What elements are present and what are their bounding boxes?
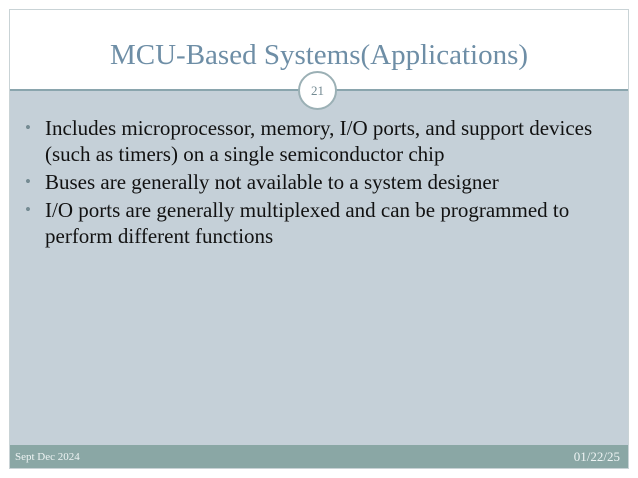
bullet-dot-icon: •: [25, 118, 31, 137]
bullet-text: Buses are generally not available to a system designer: [45, 170, 499, 194]
footer-date: 01/22/25: [573, 449, 620, 464]
slide-number-badge: 21: [298, 71, 337, 110]
bullet-dot-icon: •: [25, 200, 31, 219]
bullet-text: I/O ports are generally multiplexed and can be programmed to perform different functions: [45, 198, 570, 248]
footer-date-range: Sept Dec 2024: [15, 451, 80, 463]
bullet-text: Includes microprocessor, memory, I/O ports, and support devices (such as timers) on a single semiconductor chip: [45, 116, 593, 166]
slide-frame: [9, 9, 629, 469]
bullet-dot-icon: •: [25, 172, 31, 191]
slide-title: MCU-Based Systems(Applications): [109, 39, 529, 71]
